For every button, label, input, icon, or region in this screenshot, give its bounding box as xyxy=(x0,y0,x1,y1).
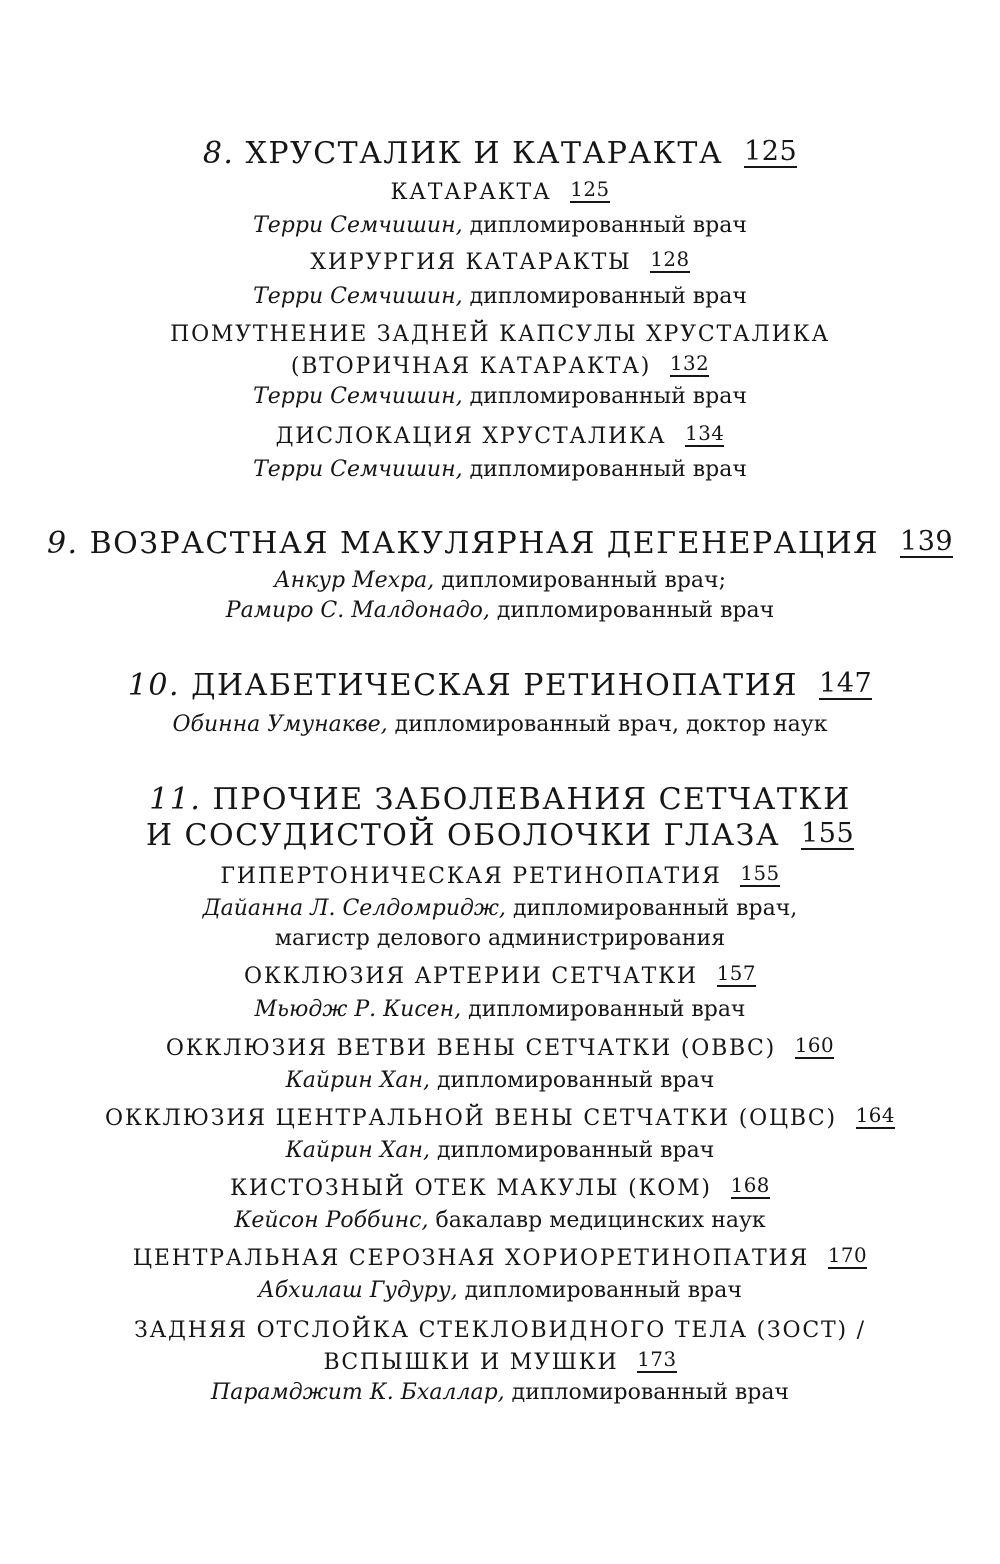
chapter-title: ПРОЧИЕ ЗАБОЛЕВАНИЯ СЕТЧАТКИ xyxy=(212,782,851,817)
chapter-title: ДИАБЕТИЧЕСКАЯ РЕТИНОПАТИЯ xyxy=(191,668,799,703)
author-line xyxy=(0,282,1000,312)
author-name: Мьюдж Р. Кисен, xyxy=(254,997,462,1022)
chapter-title: И СОСУДИСТОЙ ОБОЛОЧКИ ГЛАЗА xyxy=(145,818,781,853)
author-degree: дипломированный врач xyxy=(511,1380,789,1405)
author-degree: дипломированный врач xyxy=(469,284,747,309)
author-name: Терри Семчишин, xyxy=(253,213,463,238)
author-line xyxy=(0,995,1000,1025)
section-cataract[interactable] xyxy=(0,178,1000,208)
section-pco-line2[interactable] xyxy=(0,352,1000,382)
page-number: 139 xyxy=(900,526,954,557)
section-lens-dislocation[interactable] xyxy=(0,422,1000,452)
author-line xyxy=(0,894,1000,924)
author-degree: дипломированный врач xyxy=(436,1138,715,1163)
chapter-number: 10. xyxy=(127,668,181,703)
section-cataract-surgery[interactable] xyxy=(0,248,1000,278)
author-line xyxy=(0,1136,1000,1166)
chapter-9-heading[interactable] xyxy=(0,526,1000,562)
author-degree: дипломированный врач xyxy=(469,457,747,482)
author-name: Дайанна Л. Селдомридж, xyxy=(202,896,506,921)
author-name: Терри Семчишин, xyxy=(253,384,463,409)
section-title: ЦЕНТРАЛЬНАЯ СЕРОЗНАЯ ХОРИОРЕТИНОПАТИЯ xyxy=(132,1246,810,1271)
section-title: ХИРУРГИЯ КАТАРАКТЫ xyxy=(310,250,632,275)
section-hypertensive-retinopathy[interactable] xyxy=(0,862,1000,892)
page-number: 155 xyxy=(801,818,855,849)
author-degree: дипломированный врач xyxy=(464,1278,742,1303)
section-pco-line1[interactable] xyxy=(0,320,1000,350)
section-brvo[interactable] xyxy=(0,1034,1000,1064)
section-title: ПОМУТНЕНИЕ ЗАДНЕЙ КАПСУЛЫ ХРУСТАЛИКА xyxy=(170,322,830,347)
page-number: 170 xyxy=(827,1244,868,1267)
page-number: 128 xyxy=(650,248,690,271)
author-degree: бакалавр медицинских наук xyxy=(435,1208,766,1233)
page-number: 164 xyxy=(855,1104,895,1127)
author-line xyxy=(0,1066,1000,1096)
section-title: ЗАДНЯЯ ОТСЛОЙКА СТЕКЛОВИДНОГО ТЕЛА (ЗОСТ) / xyxy=(134,1318,866,1343)
section-title: (ВТОРИЧНАЯ КАТАРАКТА) xyxy=(290,354,652,379)
chapter-11-heading-line2[interactable] xyxy=(0,818,1000,854)
author-name: Рамиро С. Малдонадо, xyxy=(225,598,490,623)
author-line xyxy=(0,1206,1000,1236)
page-number: 147 xyxy=(819,668,873,699)
author-line xyxy=(0,1276,1000,1306)
page-number: 160 xyxy=(794,1034,835,1057)
section-retinal-artery-occlusion[interactable] xyxy=(0,962,1000,992)
section-pvd-line2[interactable] xyxy=(0,1348,1000,1378)
page-number: 168 xyxy=(730,1174,770,1197)
section-pvd-line1[interactable] xyxy=(0,1316,1000,1346)
chapter-11-heading-line1[interactable] xyxy=(0,782,1000,818)
author-line xyxy=(0,455,1000,485)
page-number: 157 xyxy=(716,962,756,985)
section-title: ОККЛЮЗИЯ АРТЕРИИ СЕТЧАТКИ xyxy=(244,964,698,989)
section-title: ОККЛЮЗИЯ ВЕТВИ ВЕНЫ СЕТЧАТКИ (ОВВС) xyxy=(165,1036,777,1061)
author-name: Абхилаш Гудуру, xyxy=(258,1278,458,1303)
author-name: Обинна Умунакве, xyxy=(172,712,388,737)
section-title: КИСТОЗНЫЙ ОТЕК МАКУЛЫ (КОМ) xyxy=(230,1176,712,1201)
author-degree: дипломированный врач xyxy=(469,213,747,238)
author-name: Кейсон Роббинс, xyxy=(234,1208,429,1233)
author-name: Анкур Мехра, xyxy=(273,568,435,593)
author-degree: дипломированный врач xyxy=(469,384,747,409)
author-line xyxy=(0,211,1000,241)
author-degree: дипломированный врач xyxy=(436,1068,715,1093)
author-line xyxy=(0,924,1000,954)
page-number: 125 xyxy=(744,136,798,167)
page-number: 132 xyxy=(669,352,710,375)
chapter-number: 11. xyxy=(149,782,202,817)
chapter-number: 9. xyxy=(46,526,79,561)
author-line xyxy=(0,382,1000,412)
section-cme[interactable] xyxy=(0,1174,1000,1204)
section-title: ВСПЫШКИ И МУШКИ xyxy=(323,1350,619,1375)
chapter-title: ХРУСТАЛИК И КАТАРАКТА xyxy=(245,136,724,171)
author-name: Терри Семчишин, xyxy=(253,457,463,482)
page-number: 155 xyxy=(740,862,780,885)
author-degree: дипломированный врач, xyxy=(512,896,798,921)
author-line xyxy=(0,1378,1000,1408)
author-name: Кайрин Хан, xyxy=(285,1138,430,1163)
author-degree: дипломированный врач; xyxy=(441,568,726,593)
author-degree: магистр делового администрирования xyxy=(274,926,726,951)
chapter-title: ВОЗРАСТНАЯ МАКУЛЯРНАЯ ДЕГЕНЕРАЦИЯ xyxy=(89,526,879,561)
section-title: ГИПЕРТОНИЧЕСКАЯ РЕТИНОПАТИЯ xyxy=(220,864,722,889)
author-line xyxy=(0,596,1000,626)
section-crvo[interactable] xyxy=(0,1104,1000,1134)
section-title: ОККЛЮЗИЯ ЦЕНТРАЛЬНОЙ ВЕНЫ СЕТЧАТКИ (ОЦВС) xyxy=(105,1106,837,1131)
section-title: КАТАРАКТА xyxy=(390,180,552,205)
page-number: 173 xyxy=(637,1348,677,1371)
page-number: 125 xyxy=(570,178,610,201)
page-number: 134 xyxy=(685,422,725,445)
section-title: ДИСЛОКАЦИЯ ХРУСТАЛИКА xyxy=(275,424,667,449)
chapter-10-heading[interactable] xyxy=(0,668,1000,704)
author-degree: дипломированный врач xyxy=(468,997,746,1022)
author-name: Парамджит К. Бхаллар, xyxy=(211,1380,505,1405)
chapter-number: 8. xyxy=(202,136,235,171)
section-csc[interactable] xyxy=(0,1244,1000,1274)
author-line xyxy=(0,710,1000,740)
author-name: Терри Семчишин, xyxy=(253,284,463,309)
author-degree: дипломированный врач, доктор наук xyxy=(394,712,828,737)
author-degree: дипломированный врач xyxy=(496,598,775,623)
author-line xyxy=(0,566,1000,596)
chapter-8-heading[interactable] xyxy=(0,136,1000,172)
author-name: Кайрин Хан, xyxy=(285,1068,430,1093)
